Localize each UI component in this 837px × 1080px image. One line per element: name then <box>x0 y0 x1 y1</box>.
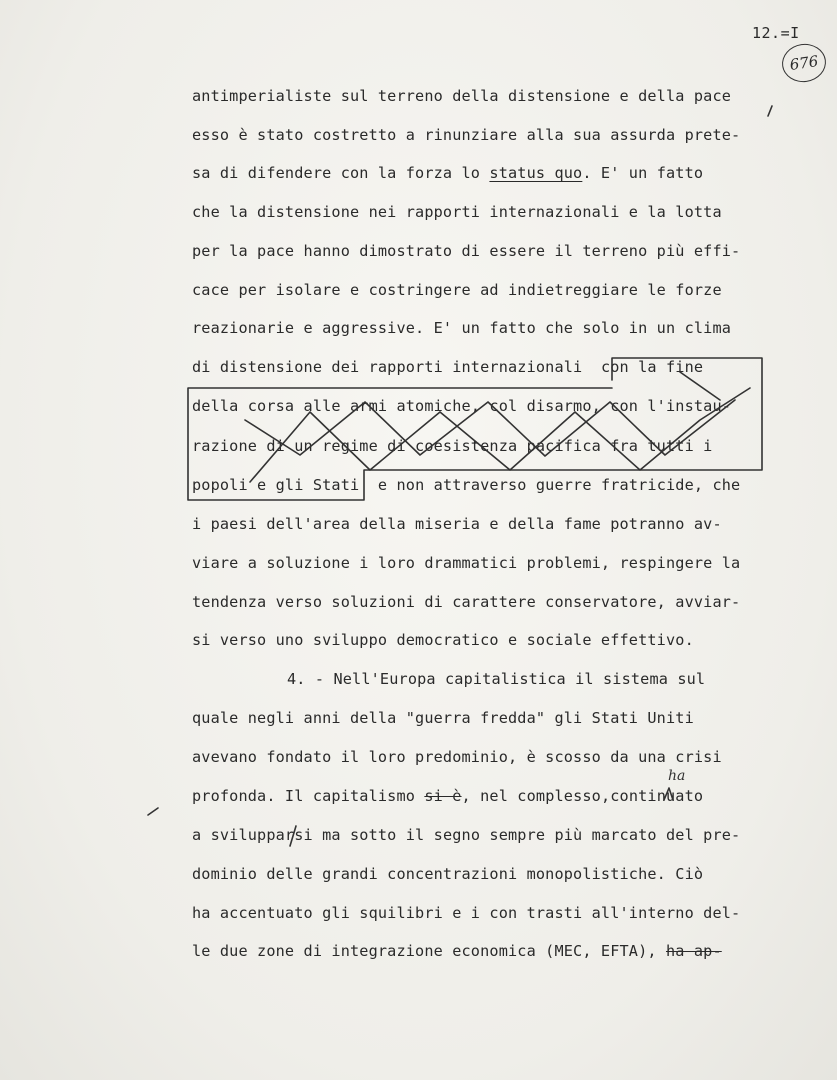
text-line: dominio delle grandi concentrazioni monopolistiche. Ciò <box>192 865 704 883</box>
text-segment: profonda. Il capitalismo <box>192 787 416 805</box>
deletion-outline <box>188 358 762 500</box>
text-line: ha accentuato gli squilibri e i con trasti all'interno del- <box>192 904 741 922</box>
text-line: viare a soluzione i loro drammatici problemi, respingere la <box>192 554 741 572</box>
crossed-out-text: popoli e gli Stati <box>192 476 360 494</box>
text-segment: continuato <box>610 787 704 805</box>
text-segment: a svilupparsi <box>192 826 313 844</box>
text-segment: , nel complesso, <box>461 787 611 805</box>
text-line: tendenza verso soluzioni di carattere conservatore, avviar- <box>192 593 741 611</box>
page-number: 12.=I <box>752 24 800 42</box>
text-line: che la distensione nei rapporti internazionali e la lotta <box>192 203 722 221</box>
crossed-out-line: della corsa alle armi atomiche, col disarmo, con l'instau- <box>192 397 732 415</box>
section-heading-line: 4. - Nell'Europa capitalistica il sistema sul <box>287 670 706 688</box>
text-line: avevano fondato il loro predominio, è scosso da una crisi <box>192 748 722 766</box>
text-segment: le due zone di integrazione economica (MEC, EFTA), <box>192 942 657 960</box>
underlined-phrase: status quo <box>489 164 583 182</box>
slash-mark <box>290 826 296 846</box>
text-line: reazionarie e aggressive. E' un fatto che solo in un clima <box>192 319 732 337</box>
text-segment: e non attraverso guerre fratricide, che <box>377 476 741 494</box>
insertion-caret <box>664 788 673 800</box>
text-segment: ma sotto il segno sempre più marcato del pre- <box>322 826 741 844</box>
crossing-stroke <box>680 372 720 400</box>
struck-word: si è <box>424 787 462 805</box>
struck-word: ha ap- <box>665 942 722 960</box>
text-line: quale negli anni della "guerra fredda" gli Stati Uniti <box>192 709 694 727</box>
text-line: antimperialiste sul terreno della distensione e della pace <box>192 87 732 105</box>
crossing-stroke <box>245 400 735 456</box>
text-segment: sa di difendere con la forza lo <box>192 164 481 182</box>
text-segment: . E' un fatto <box>582 164 704 182</box>
text-line: i paesi dell'area della miseria e della fame potranno av- <box>192 515 722 533</box>
handwritten-insertion: ha <box>668 768 686 784</box>
archive-number-stamp: 676 <box>780 41 829 85</box>
crossed-out-text: con la fine <box>600 358 704 376</box>
text-line: per la pace hanno dimostrato di essere il terreno più effi- <box>192 242 741 260</box>
comma-mark <box>768 106 772 116</box>
margin-tick <box>148 808 158 815</box>
crossed-out-line: razione di un regime di coesistenza pacifica fra tutti i <box>192 437 713 455</box>
text-line: esso è stato costretto a rinunziare alla sua assurda prete- <box>192 126 741 144</box>
text-line: si verso uno sviluppo democratico e sociale effettivo. <box>192 631 694 649</box>
text-segment: di distensione dei rapporti internazionali <box>192 358 583 376</box>
text-line: cace per isolare e costringere ad indietreggiare le forze <box>192 281 722 299</box>
